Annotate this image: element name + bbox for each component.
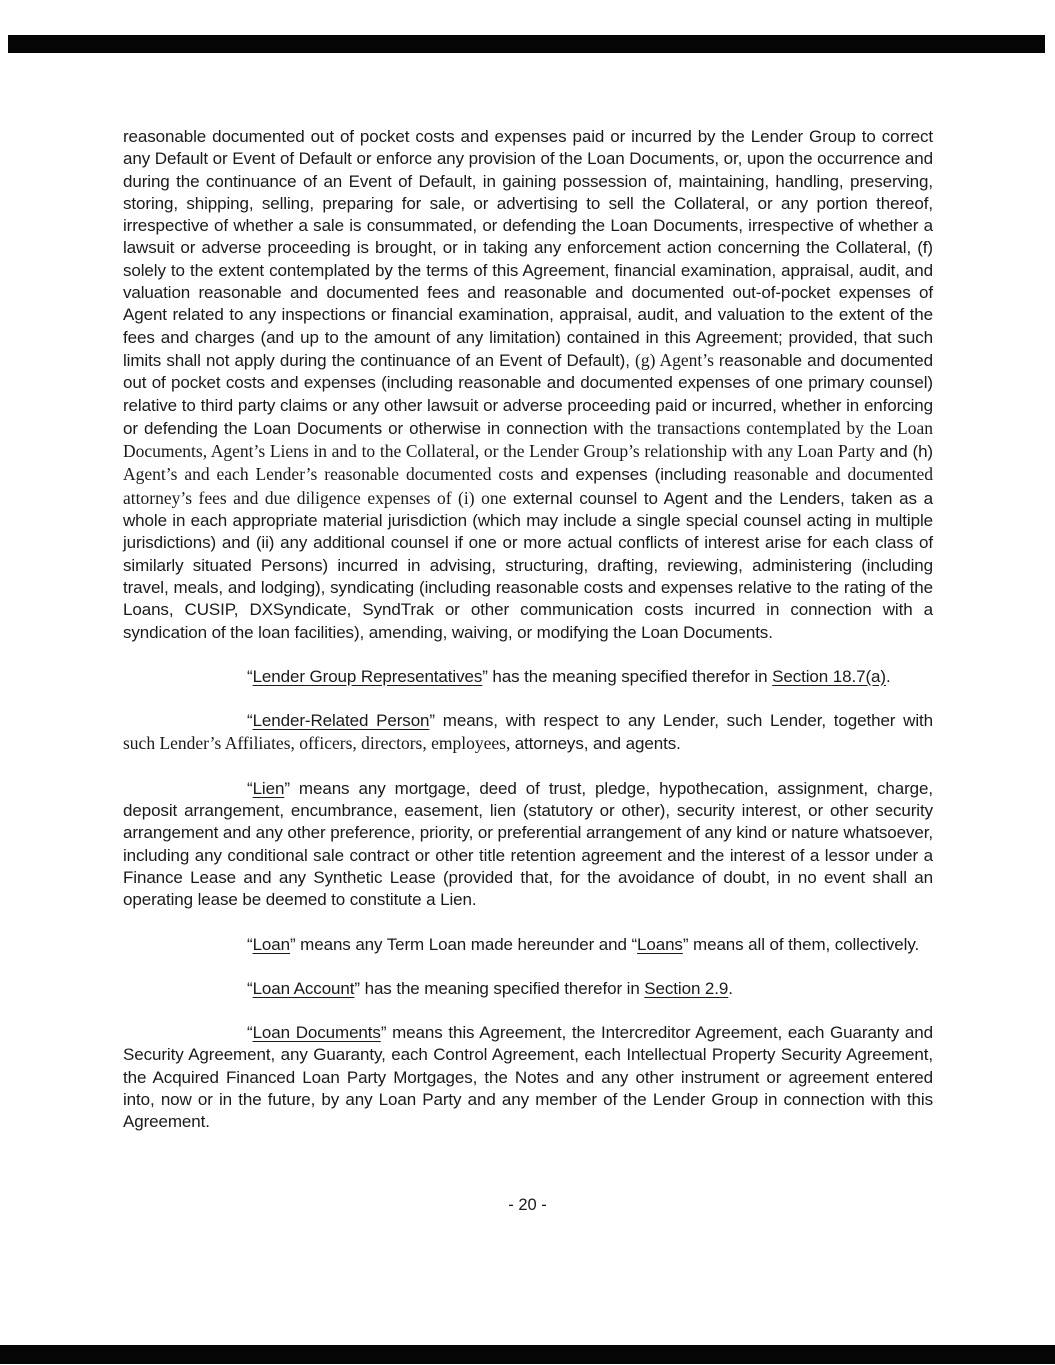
paragraph [123, 666, 933, 688]
text-segment: external counsel to Agent and the Lenders, taken as a whole in each appropriate material jurisdiction (which may include a single special counsel acting in multiple jurisdictions) and (ii) any additional counsel if one or more actual conflicts of interest arise for each class of similarly situated Persons) incurred in advising, structuring, drafting, reviewing, administering (including travel, meals, and lodging), syndicating (including reasonable costs and expenses relative to the rating of the Loans, CUSIP, DXSyndicate, SyndTrak or other communication costs incurred in connection with a syndication of the loan facilities), amending, waiving, or modifying the Loan Documents. [123, 488, 933, 642]
text-segment: attorneys, and agents. [514, 734, 681, 754]
text-segment: and expenses (including [540, 465, 734, 485]
text-segment: reasonable and documented attorney’s fees and due diligence expenses of (i) one [123, 464, 933, 508]
text-segment: “ [247, 978, 253, 998]
text-segment: ” means, with respect to any Lender, such Lender, together with [429, 711, 933, 731]
document-body [123, 126, 933, 1156]
paragraph [123, 126, 933, 644]
text-segment: ” means this Agreement, the Intercreditor Agreement, each Guaranty and Security Agreement, any Guaranty, each Control Agreement, each Intellectual Property Security Agreement, the Acquired Financed Loan Party Mortgages, the Notes and any other instrument or agreement entered into, now or in the future, by any Loan Party and any member of the Lender Group in connection with this Agreement. [123, 1023, 933, 1132]
text-segment: ” means any mortgage, deed of trust, pledge, hypothecation, assignment, charge, deposit arrangement, encumbrance, easement, lien (statutory or other), security interest, or other security arrangement and any other preference, priority, or preferential arrangement of any kind or nature whatsoever, including any conditional sale contract or other title retention agreement and the interest of a lessor under a Finance Lease and any Synthetic Lease (provided that, for the avoidance of doubt, in no event shall an operating lease be deemed to constitute a Lien. [123, 778, 933, 910]
paragraph [123, 978, 933, 1000]
text-segment: . [728, 978, 733, 998]
text-segment: “ [247, 1023, 253, 1043]
page-number: - 20 - [508, 1196, 547, 1214]
text-segment: . [885, 666, 891, 686]
defined-term: Loan [252, 934, 290, 954]
paragraph [123, 934, 933, 956]
defined-term: Loan Documents [252, 1023, 381, 1043]
text-segment: ” has the meaning specified therefor in [482, 666, 773, 686]
defined-term: Loan Account [252, 978, 355, 998]
text-segment: “ [247, 711, 253, 731]
paragraph [123, 710, 933, 756]
defined-term: Section 18.7(a) [772, 666, 886, 686]
text-segment: and (h) [879, 442, 933, 462]
text-segment: ” means all of them, collectively. [682, 934, 920, 954]
defined-term: Lender Group Representatives [252, 666, 483, 686]
text-segment: “ [247, 778, 253, 798]
paragraph [123, 1022, 933, 1133]
text-segment: (g) Agent’s [635, 349, 719, 370]
scan-artifact-bar-bottom [0, 1345, 1055, 1364]
text-segment: the transactions contemplated by the Loan Documents, Agent’s Liens in and to the Collateral, or the Lender Group’s relationship with any Loan Party [123, 417, 933, 462]
text-segment: “ [247, 666, 253, 686]
scan-artifact-bar-top [8, 35, 1045, 53]
text-segment: “ [247, 934, 253, 954]
text-segment: reasonable and documented out of pocket costs and expenses (including reasonable and documented expenses of one primary counsel) relative to third party claims or any other lawsuit or adverse proceeding paid or incurred, whether in enforcing or defending the Loan Documents or otherwise in connection with [123, 350, 933, 438]
text-segment: ” has the meaning specified therefor in [354, 978, 645, 998]
defined-term: Loans [637, 934, 683, 954]
text-segment: such Lender’s Affiliates, officers, directors, employees, [123, 733, 515, 754]
text-segment: reasonable documented out of pocket costs and expenses paid or incurred by the Lender Group to correct any Default or Event of Default or enforce any provision of the Loan Documents, or, upon the occurrence and during the continuance of an Event of Default, in gaining possession of, maintaining, handling, preserving, storing, shipping, selling, preparing for sale, or advertising to sell the Collateral, or any portion thereof, irrespective of whether a sale is consummated, or defending the Loan Documents, irrespective of whether a lawsuit or adverse proceeding is brought, or in taking any enforcement action concerning the Collateral, (f) solely to the extent contemplated by the terms of this Agreement, financial examination, appraisal, audit, and valuation reasonable and documented fees and reasonable and documented out-of-pocket expenses of Agent related to any inspections or financial examination, appraisal, audit, and valuation to the extent of the fees and charges (and up to the amount of any limitation) contained in this Agreement; provided, that such limits shall not apply during the continuance of an Event of Default), [123, 127, 933, 370]
defined-term: Lender-Related Person [252, 711, 430, 731]
text-segment: Agent’s and each Lender’s reasonable documented costs [123, 464, 541, 485]
paragraph [123, 778, 933, 912]
defined-term: Section 2.9 [644, 978, 729, 998]
defined-term: Lien [252, 778, 285, 798]
text-segment: ” means any Term Loan made hereunder and “ [289, 934, 638, 954]
